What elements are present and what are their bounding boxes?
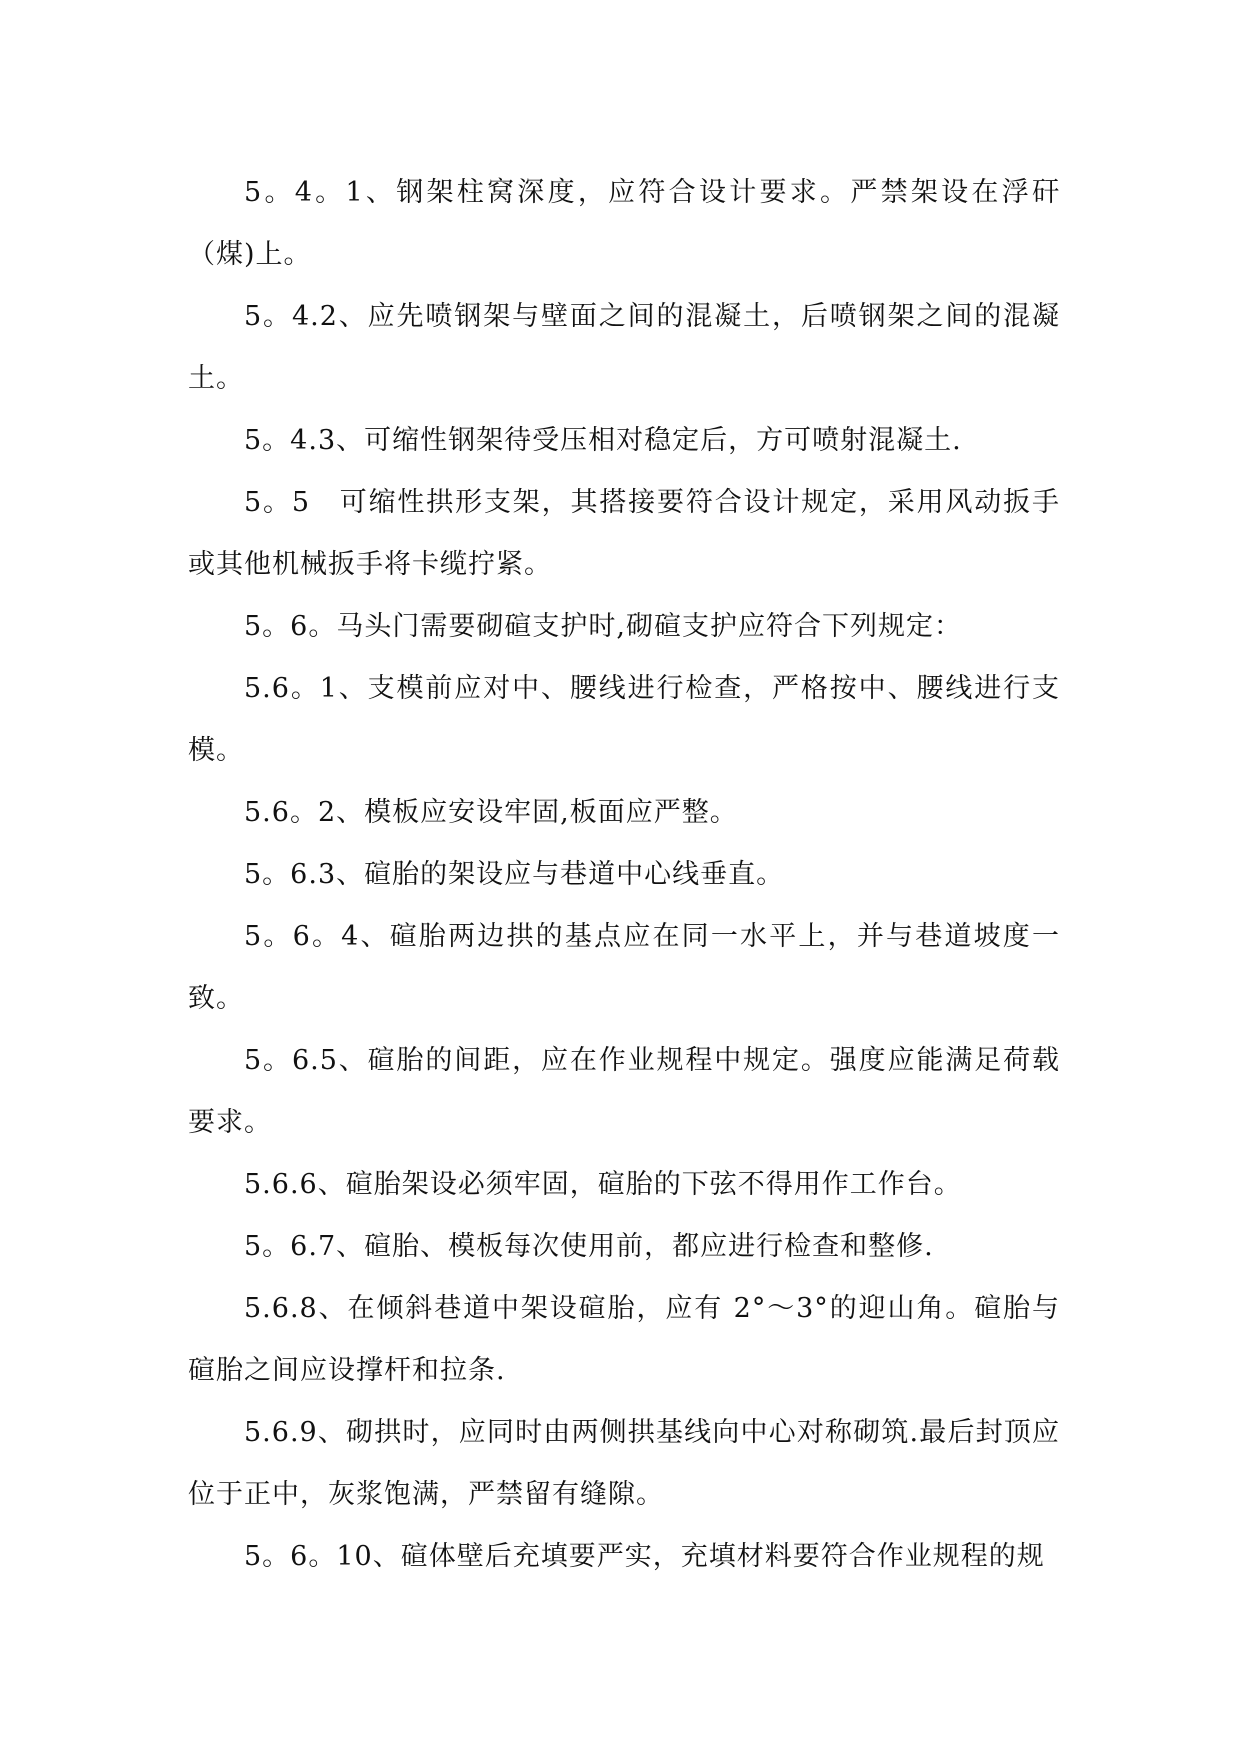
document-body [188, 162, 1060, 1588]
paragraph-5-6-5: 5。6.5、碹胎的间距，应在作业规程中规定。强度应能满足荷载要求。 [188, 1045, 1060, 1138]
paragraph-5-6-1: 5.6。1、支模前应对中、腰线进行检查，严格按中、腰线进行支模。 [188, 673, 1060, 766]
paragraph-5-6-2: 5.6。2、模板应安设牢固,板面应严整。 [244, 797, 738, 828]
paragraph-5-4-1: 5。4。1、钢架柱窝深度，应符合设计要求。严禁架设在浮矸（煤)上。 [188, 177, 1060, 270]
paragraph-5-5: 5。5 可缩性拱形支架，其搭接要符合设计规定，采用风动扳手或其他机械扳手将卡缆拧紧。 [188, 487, 1060, 580]
paragraph-5-6-9: 5.6.9、砌拱时，应同时由两侧拱基线向中心对称砌筑.最后封顶应位于正中，灰浆饱满，严禁留有缝隙。 [188, 1417, 1060, 1510]
paragraph-5-4-3: 5。4.3、可缩性钢架待受压相对稳定后，方可喷射混凝土. [244, 425, 962, 456]
paragraph-5-6-6: 5.6.6、碹胎架设必须牢固，碹胎的下弦不得用作工作台。 [244, 1169, 962, 1200]
paragraph-5-4-2: 5。4.2、应先喷钢架与壁面之间的混凝土，后喷钢架之间的混凝土。 [188, 301, 1060, 394]
paragraph-5-6-3: 5。6.3、碹胎的架设应与巷道中心线垂直。 [244, 859, 785, 890]
paragraph-5-6-4: 5。6。4、碹胎两边拱的基点应在同一水平上，并与巷道坡度一致。 [188, 921, 1060, 1014]
paragraph-5-6: 5。6。马头门需要砌碹支护时,砌碹支护应符合下列规定： [244, 611, 962, 642]
paragraph-5-6-7: 5。6.7、碹胎、模板每次使用前，都应进行检查和整修. [244, 1231, 934, 1262]
paragraph-5-6-10: 5。6。10、碹体壁后充填要严实，充填材料要符合作业规程的规 [244, 1541, 1045, 1572]
paragraph-5-6-8: 5.6.8、在倾斜巷道中架设碹胎，应有 2°～3°的迎山角。碹胎与碹胎之间应设撑杆和拉条. [188, 1293, 1060, 1386]
